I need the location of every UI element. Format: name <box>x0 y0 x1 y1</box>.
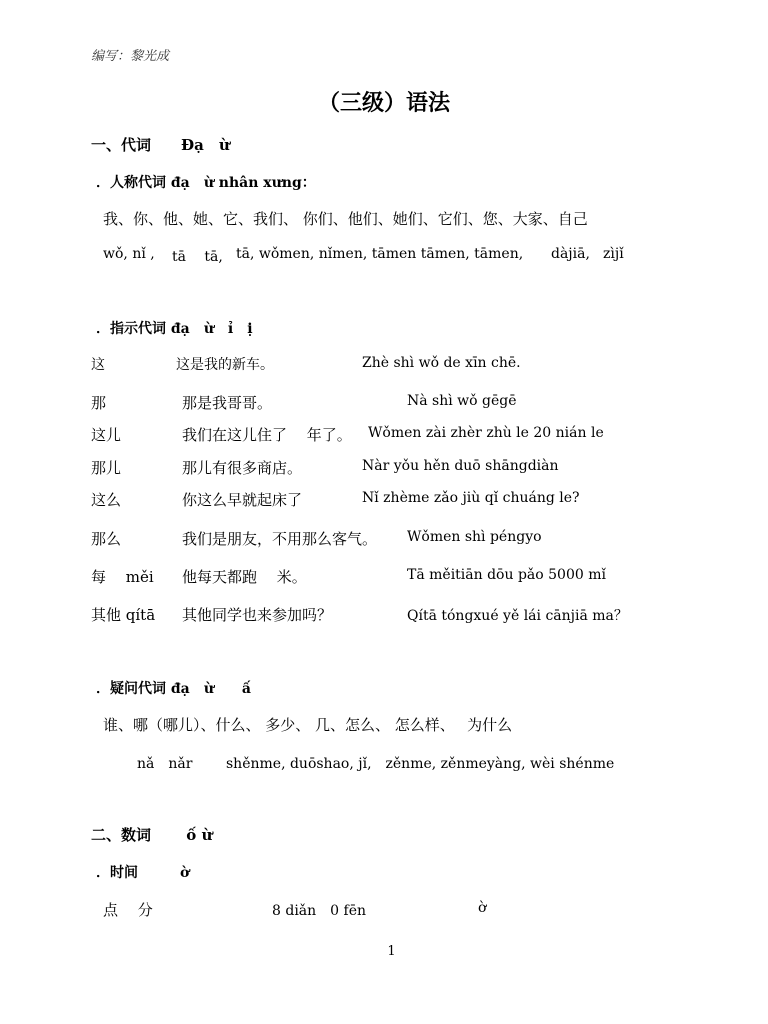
personal-pinyin-part-3: tā, wǒmen, nǐmen, tāmen tāmen, tāmen, <box>236 246 524 262</box>
demonstrative-word: 那 <box>91 394 107 412</box>
personal-pinyin-part-4: dàjiā, <box>551 246 590 262</box>
demonstrative-example: 其他同学也来参加吗？ <box>182 606 333 624</box>
subheading-time: ．时间 ờ <box>96 865 190 881</box>
subheading-demonstrative-pronouns: ．指示代词 đạ ừ ỉ ị <box>96 321 253 337</box>
personal-pronoun-chars: 我、你、他、她、它、我们、 你们、他们、她们、它们、您、大家、自己 <box>103 210 588 228</box>
demonstrative-pinyin: Qítā tóngxué yě lái cānjiā ma？ <box>407 608 628 624</box>
demonstrative-example: 你这么早就起床了 <box>182 491 303 509</box>
demonstrative-pinyin: Nǐ zhème zǎo jiù qǐ chuáng le? <box>362 490 580 506</box>
demonstrative-example: 那儿有很多商店。 <box>182 459 303 477</box>
demonstrative-example: 这是我的新车。 <box>176 357 274 373</box>
demonstrative-word: 这 <box>91 357 105 373</box>
time-chars: 点 分 <box>103 901 153 919</box>
demonstrative-pinyin: Wǒmen shì péngyo <box>407 529 542 545</box>
subheading-personal-pronouns: ．人称代词 đạ ừ nhân xưng： <box>96 175 316 191</box>
demonstrative-word: 每 měi <box>91 568 154 586</box>
personal-pinyin-part-5: zìjǐ <box>603 246 624 262</box>
author-line: 编写：黎光成 <box>91 49 170 64</box>
demonstrative-pinyin: Nà shì wǒ gēgē <box>407 393 517 409</box>
demonstrative-pinyin: Nàr yǒu hěn duō shāngdiàn <box>362 458 559 474</box>
page-number: 1 <box>387 944 396 959</box>
time-gloss: ờ <box>478 900 487 916</box>
demonstrative-pinyin: Zhè shì wǒ de xīn chē. <box>362 355 521 371</box>
personal-pinyin-part-2: tā tā, <box>172 249 223 265</box>
demonstrative-word: 那么 <box>91 530 122 548</box>
document-title: （三级）语法 <box>317 90 450 116</box>
time-pinyin: 8 diǎn 0 fēn <box>272 903 367 919</box>
demonstrative-example: 我们在这儿住了 年了。 <box>182 426 352 444</box>
demonstrative-word: 那儿 <box>91 459 122 477</box>
demonstrative-example: 他每天都跑 米。 <box>182 568 307 586</box>
demonstrative-word: 这儿 <box>91 426 122 444</box>
interrogative-pinyin-part-1: nǎ nǎr <box>137 756 193 772</box>
subheading-interrogative-pronouns: ．疑问代词 đạ ừ ấ <box>96 681 251 697</box>
demonstrative-pinyin: Wǒmen zài zhèr zhù le 20 nián le <box>368 425 604 441</box>
demonstrative-word: 这么 <box>91 491 122 509</box>
interrogative-pinyin-part-2: shěnme, duōshao, jǐ, zěnme, zěnmeyàng, wèi shénme <box>226 756 615 772</box>
interrogative-pronoun-chars: 谁、哪（哪儿）、什么、 多少、 几、怎么、 怎么样、 为什么 <box>103 716 513 734</box>
section-heading-numerals: 二、数词 ố ừ <box>91 826 213 844</box>
demonstrative-example: 我们是朋友，不用那么客气。 <box>182 530 378 548</box>
personal-pinyin-part-1: wǒ, nǐ , <box>103 246 155 262</box>
demonstrative-word: 其他 qítā <box>91 606 156 624</box>
demonstrative-pinyin: Tā měitiān dōu pǎo 5000 mǐ <box>407 567 606 583</box>
demonstrative-example: 那是我哥哥。 <box>182 394 273 412</box>
section-heading-pronouns: 一、代词 Đạ ừ <box>91 136 230 154</box>
